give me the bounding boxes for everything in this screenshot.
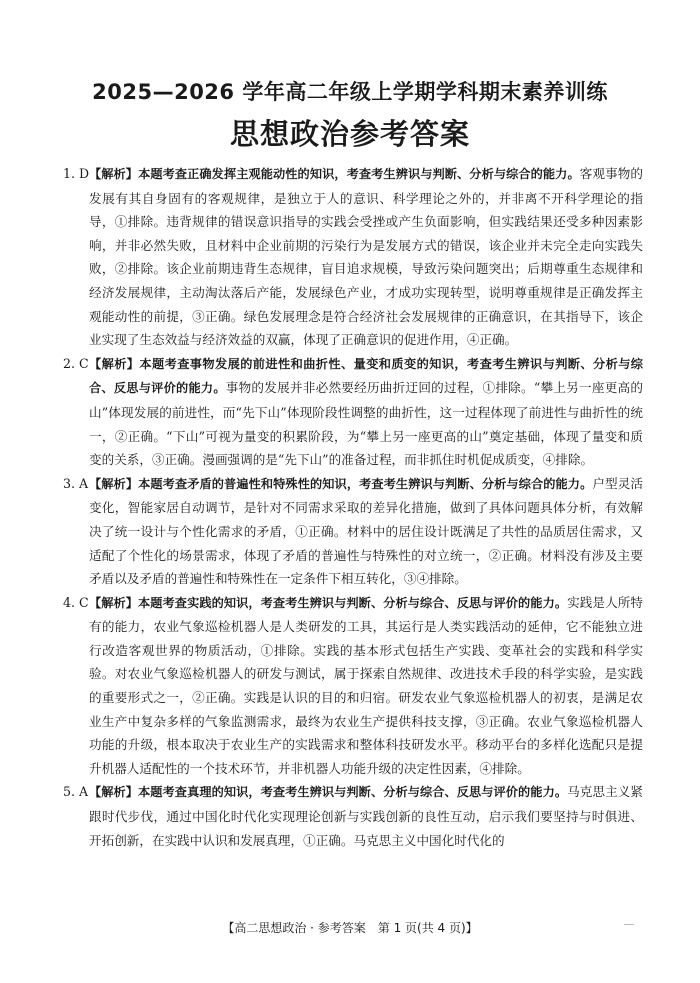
- answer-item-4: [63, 591, 643, 781]
- answer-topic: 【解析】本题考查真理的知识，考查考生辨识与判断、分析与综合、反思与评价的能力。: [89, 785, 568, 800]
- answer-number: 4. C: [63, 594, 89, 610]
- page-footer: 【高二思想政治 · 参考答案 第 1 页(共 4 页)】: [222, 921, 478, 935]
- answer-explanation: 实践是人所特有的能力，农业气象巡检机器人是人类研发的工具，其运行是人类实践活动的延伸，它不能独立进行改造客观世界的物质活动，①排除。实践的基本形式包括生产实践、变革社会的实践和科学实验。对农业气象巡检机器人的研发与测试，属于探索自然规律、改进技术手段的科学实验，是实践的重要形式之一，②正确。实践是认识的目的和归宿。研发农业气象巡检机器人的初衷，是满足农业生产中复杂多样的气象监测需求，最终为农业生产提供科技支撑，③正确。农业气象巡检机器人功能的升级，根本取决于农业生产的实践需求和整体科技研发水平。移动平台的多样化选配只是提升机器人适配性的一个技术环节，并非机器人功能升级的决定性因素，④排除。: [89, 594, 644, 776]
- document-title: 思想政治参考答案: [229, 117, 470, 151]
- answer-explanation: 马克思主义紧跟时代步伐，通过中国化时代化实现理论创新与实践创新的良性互动，启示我们要坚持与时俱进、开拓创新，在实践中认识和发展真理，①正确。马克思主义中国化时代化的: [89, 784, 644, 848]
- answer-explanation: 事物的发展并非必然要经历曲折迂回的过程，①排除。“攀上另一座更高的山”体现发展的前进性，而“先下山”体现阶段性调整的曲折性，这一过程体现了前进性与曲折性的统一，②正确。“下山”可视为量变的积累阶段，为“攀上另一座更高的山”奠定基础，体现了量变和质变的关系，③正确。漫画强调的是“先下山”的准备过程，而非抓住时机促成质变，④排除。: [89, 380, 643, 468]
- answer-number: 2. C: [63, 355, 89, 371]
- answer-number: 5. A: [63, 784, 89, 800]
- answer-explanation: 客观事物的发展有其自身固有的客观规律，是独立于人的意识、科学理论之外的，并非离不开科学理论的指导，①排除。违背规律的错误意识指导的实践会受挫或产生负面影响，但实践结果还受多种因素影响，并非必然失败，且材料中企业前期的污染行为是发展方式的错误，该企业并未完全走向实践失败，②排除。该企业前期违背生态规律，盲目追求规模，导致污染问题突出；后期尊重生态规律和经济发展规律，主动淘汰落后产能，发展绿色产业，才成功实现转型，说明尊重规律是正确发挥主观能动性的前提，③正确。绿色发展理念是符合经济社会发展规律的正确意识，在其指导下，该企业实现了生态效益与经济效益的双赢，体现了正确意识的促进作用，④正确。: [89, 166, 644, 348]
- answer-topic: 【解析】本题考查实践的知识，考查考生辨识与判断、分析与综合、反思与评价的能力。: [89, 595, 568, 610]
- answer-item-2: [63, 352, 643, 472]
- answer-explanation: 户型灵活变化，智能家居自动调节，是针对不同需求采取的差异化措施，做到了具体问题具体分析，有效解决了统一设计与个性化需求的矛盾，①正确。材料中的居住设计既满足了共性的品质居住需求，又适配了个性化的场景需求，体现了矛盾的普遍性与特殊性的对立统一，②正确。材料没有涉及主要矛盾以及矛盾的普遍性和特殊性在一定条件下相互转化，③④排除。: [89, 475, 644, 587]
- answer-item-3: [63, 472, 643, 591]
- answer-item-1: [63, 162, 643, 352]
- answer-list: [63, 162, 643, 852]
- answer-number: 1. D: [63, 166, 90, 181]
- answer-topic: 【解析】本题考查正确发挥主观能动性的知识，考查考生辨识与判断、分析与综合的能力。: [89, 167, 580, 181]
- scan-mark: [624, 924, 634, 925]
- answer-topic: 【解析】本题考查矛盾的普遍性和特殊性的知识，考查考生辨识与判断、分析与综合的能力。: [89, 476, 593, 491]
- answer-topic: 【解析】本题考查事物发展的前进性和曲折性、量变和质变的知识，考查考生辨识与判断、分析与综合、反思与评价的能力。: [89, 356, 643, 396]
- answer-item-5: [63, 780, 643, 852]
- answer-number: 3. A: [63, 475, 89, 491]
- exam-title: 2025—2026 学年高二年级上学期学科期末素养训练: [92, 80, 608, 104]
